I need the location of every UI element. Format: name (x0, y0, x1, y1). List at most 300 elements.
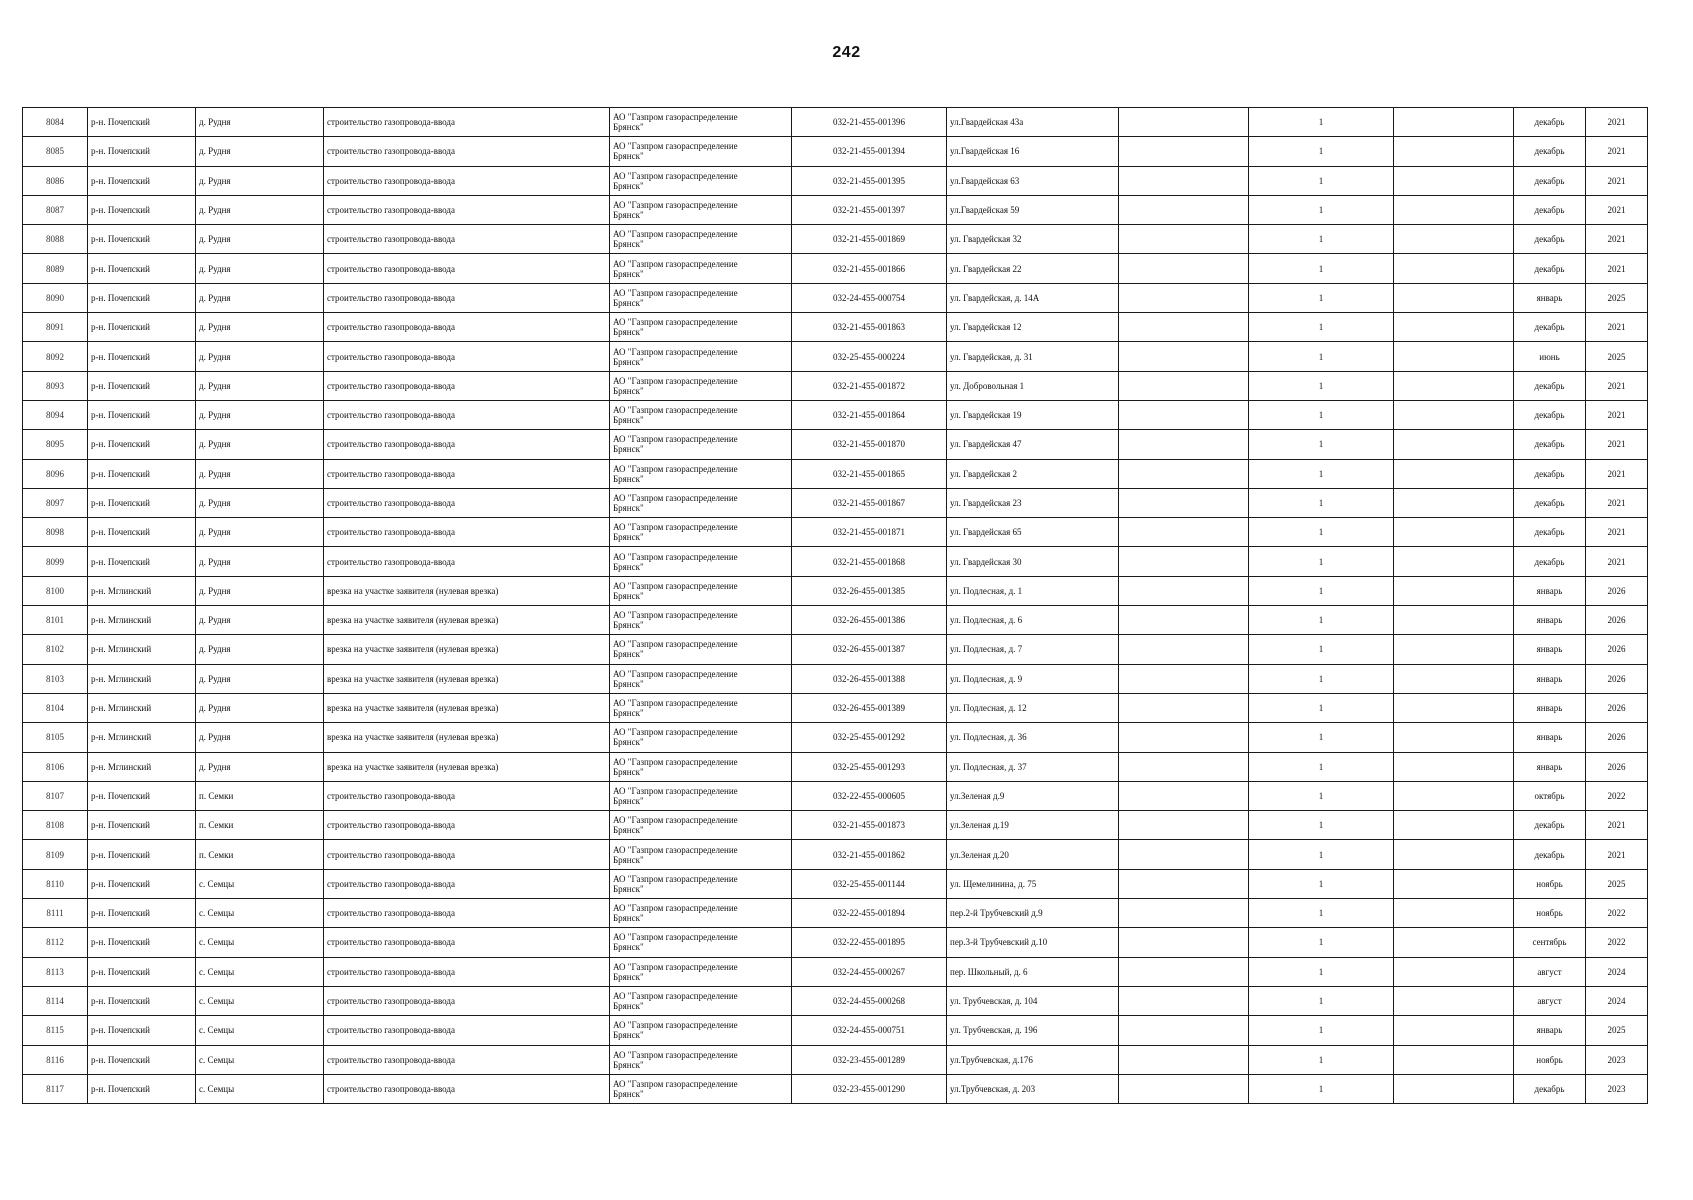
organization-cell (610, 781, 792, 810)
application-code-cell: 032-26-455-001386 (792, 606, 947, 635)
district-cell: р-н. Почепский (88, 869, 196, 898)
blank-cell (1119, 781, 1249, 810)
table-row (23, 752, 1648, 781)
address-cell: ул.Гвардейская 16 (947, 137, 1119, 166)
row-number: 8100 (23, 576, 88, 605)
work-type-cell: строительство газопровода-ввода (324, 371, 610, 400)
district-cell: р-н. Почепский (88, 488, 196, 517)
year-cell: 2024 (1586, 986, 1648, 1015)
blank-cell (1394, 371, 1514, 400)
district-cell: р-н. Почепский (88, 254, 196, 283)
organization-line-1: АО "Газпром газораспределение (613, 200, 738, 211)
application-code-cell: 032-21-455-001872 (792, 371, 947, 400)
blank-cell (1119, 606, 1249, 635)
organization-line-2: Брянск" (613, 415, 644, 426)
organization-line-2: Брянск" (613, 678, 644, 689)
organization-line-1: АО "Газпром газораспределение (613, 844, 738, 855)
organization-line-1: АО "Газпром газораспределение (613, 258, 738, 269)
address-cell: ул.Зеленая д.9 (947, 781, 1119, 810)
row-number: 8103 (23, 664, 88, 693)
work-type-cell: строительство газопровода-ввода (324, 254, 610, 283)
application-code-cell: 032-22-455-001895 (792, 928, 947, 957)
locality-cell: д. Рудня (196, 664, 324, 693)
organization-line-2: Брянск" (613, 854, 644, 865)
organization-line-2: Брянск" (613, 151, 644, 162)
table-row (23, 313, 1648, 342)
month-cell: декабрь (1514, 225, 1586, 254)
organization-line-1: АО "Газпром газораспределение (613, 991, 738, 1002)
month-cell: декабрь (1514, 254, 1586, 283)
blank-cell (1394, 840, 1514, 869)
blank-cell (1119, 752, 1249, 781)
locality-cell: д. Рудня (196, 606, 324, 635)
work-type-cell: строительство газопровода-ввода (324, 488, 610, 517)
table-row (23, 137, 1648, 166)
work-type-cell: строительство газопровода-ввода (324, 869, 610, 898)
work-type-cell: строительство газопровода-ввода (324, 342, 610, 371)
address-cell: ул. Подлесная, д. 6 (947, 606, 1119, 635)
locality-cell: д. Рудня (196, 430, 324, 459)
district-cell: р-н. Почепский (88, 195, 196, 224)
organization-cell (610, 518, 792, 547)
blank-cell (1394, 400, 1514, 429)
work-type-cell: врезка на участке заявителя (нулевая врезка) (324, 752, 610, 781)
application-code-cell: 032-21-455-001397 (792, 195, 947, 224)
table-row (23, 254, 1648, 283)
application-code-cell: 032-21-455-001868 (792, 547, 947, 576)
blank-cell (1119, 693, 1249, 722)
organization-cell (610, 752, 792, 781)
address-cell: ул.Гвардейская 43а (947, 108, 1119, 137)
blank-cell (1394, 1045, 1514, 1074)
row-number: 8105 (23, 723, 88, 752)
month-cell: декабрь (1514, 459, 1586, 488)
year-cell: 2025 (1586, 869, 1648, 898)
organization-cell (610, 430, 792, 459)
month-cell: январь (1514, 283, 1586, 312)
blank-cell (1119, 195, 1249, 224)
year-cell: 2021 (1586, 840, 1648, 869)
table-row (23, 1016, 1648, 1045)
organization-line-1: АО "Газпром газораспределение (613, 1049, 738, 1060)
district-cell: р-н. Почепский (88, 459, 196, 488)
address-cell: ул. Гвардейская 2 (947, 459, 1119, 488)
organization-line-1: АО "Газпром газораспределение (613, 522, 738, 533)
work-type-cell: строительство газопровода-ввода (324, 1045, 610, 1074)
organization-line-1: АО "Газпром газораспределение (613, 375, 738, 386)
organization-line-1: АО "Газпром газораспределение (613, 961, 738, 972)
application-code-cell: 032-21-455-001869 (792, 225, 947, 254)
organization-line-2: Брянск" (613, 444, 644, 455)
locality-cell: д. Рудня (196, 752, 324, 781)
blank-cell (1119, 400, 1249, 429)
year-cell: 2025 (1586, 283, 1648, 312)
blank-cell (1394, 430, 1514, 459)
organization-line-2: Брянск" (613, 620, 644, 631)
row-number: 8090 (23, 283, 88, 312)
organization-line-1: АО "Газпром газораспределение (613, 639, 738, 650)
year-cell: 2022 (1586, 899, 1648, 928)
blank-cell (1119, 576, 1249, 605)
month-cell: январь (1514, 723, 1586, 752)
organization-line-1: АО "Газпром газораспределение (613, 405, 738, 416)
row-number: 8107 (23, 781, 88, 810)
month-cell: август (1514, 957, 1586, 986)
work-type-cell: врезка на участке заявителя (нулевая врезка) (324, 664, 610, 693)
month-cell: декабрь (1514, 518, 1586, 547)
blank-cell (1119, 430, 1249, 459)
district-cell: р-н. Почепский (88, 811, 196, 840)
blank-cell (1119, 488, 1249, 517)
row-number: 8113 (23, 957, 88, 986)
district-cell: р-н. Почепский (88, 371, 196, 400)
work-type-cell: строительство газопровода-ввода (324, 957, 610, 986)
application-code-cell: 032-26-455-001385 (792, 576, 947, 605)
year-cell: 2025 (1586, 342, 1648, 371)
blank-cell (1394, 488, 1514, 517)
address-cell: ул.Зеленая д.19 (947, 811, 1119, 840)
address-cell: ул. Добровольная 1 (947, 371, 1119, 400)
application-code-cell: 032-21-455-001871 (792, 518, 947, 547)
table-row (23, 166, 1648, 195)
district-cell: р-н. Почепский (88, 957, 196, 986)
year-cell: 2025 (1586, 1016, 1648, 1045)
organization-cell (610, 166, 792, 195)
year-cell: 2024 (1586, 957, 1648, 986)
table-row (23, 869, 1648, 898)
locality-cell: с. Семцы (196, 899, 324, 928)
month-cell: декабрь (1514, 371, 1586, 400)
quantity-cell: 1 (1249, 723, 1394, 752)
organization-cell (610, 869, 792, 898)
organization-line-2: Брянск" (613, 883, 644, 894)
locality-cell: д. Рудня (196, 635, 324, 664)
district-cell: р-н. Почепский (88, 225, 196, 254)
row-number: 8114 (23, 986, 88, 1015)
table-row (23, 811, 1648, 840)
blank-cell (1394, 108, 1514, 137)
work-type-cell: строительство газопровода-ввода (324, 811, 610, 840)
district-cell: р-н. Почепский (88, 342, 196, 371)
locality-cell: д. Рудня (196, 254, 324, 283)
work-type-cell: строительство газопровода-ввода (324, 781, 610, 810)
address-cell: ул. Трубчевская, д. 196 (947, 1016, 1119, 1045)
organization-cell (610, 225, 792, 254)
district-cell: р-н. Почепский (88, 986, 196, 1015)
locality-cell: д. Рудня (196, 459, 324, 488)
work-type-cell: строительство газопровода-ввода (324, 1016, 610, 1045)
district-cell: р-н. Почепский (88, 899, 196, 928)
district-cell: р-н. Мглинский (88, 576, 196, 605)
address-cell: пер.2-й Трубчевский д.9 (947, 899, 1119, 928)
address-cell: ул. Гвардейская 30 (947, 547, 1119, 576)
organization-cell (610, 576, 792, 605)
blank-cell (1394, 459, 1514, 488)
organization-line-2: Брянск" (613, 795, 644, 806)
blank-cell (1394, 283, 1514, 312)
table-row (23, 635, 1648, 664)
blank-cell (1119, 957, 1249, 986)
address-cell: ул. Гвардейская 23 (947, 488, 1119, 517)
organization-line-2: Брянск" (613, 1059, 644, 1070)
year-cell: 2022 (1586, 781, 1648, 810)
district-cell: р-н. Почепский (88, 928, 196, 957)
organization-line-1: АО "Газпром газораспределение (613, 551, 738, 562)
address-cell: ул. Трубчевская, д. 104 (947, 986, 1119, 1015)
organization-cell (610, 986, 792, 1015)
month-cell: январь (1514, 635, 1586, 664)
address-cell: ул. Подлесная, д. 9 (947, 664, 1119, 693)
organization-line-1: АО "Газпром газораспределение (613, 434, 738, 445)
address-cell: ул. Гвардейская, д. 14А (947, 283, 1119, 312)
work-type-cell: врезка на участке заявителя (нулевая врезка) (324, 723, 610, 752)
organization-line-1: АО "Газпром газораспределение (613, 727, 738, 738)
work-type-cell: строительство газопровода-ввода (324, 166, 610, 195)
quantity-cell: 1 (1249, 986, 1394, 1015)
row-number: 8093 (23, 371, 88, 400)
application-code-cell: 032-21-455-001394 (792, 137, 947, 166)
locality-cell: д. Рудня (196, 137, 324, 166)
blank-cell (1394, 635, 1514, 664)
district-cell: р-н. Почепский (88, 108, 196, 137)
organization-line-2: Брянск" (613, 737, 644, 748)
blank-cell (1119, 166, 1249, 195)
row-number: 8109 (23, 840, 88, 869)
organization-cell (610, 400, 792, 429)
organization-line-2: Брянск" (613, 1001, 644, 1012)
organization-line-2: Брянск" (613, 971, 644, 982)
blank-cell (1394, 342, 1514, 371)
blank-cell (1119, 283, 1249, 312)
blank-cell (1394, 811, 1514, 840)
organization-line-1: АО "Газпром газораспределение (613, 493, 738, 503)
locality-cell: д. Рудня (196, 576, 324, 605)
quantity-cell: 1 (1249, 693, 1394, 722)
locality-cell: д. Рудня (196, 547, 324, 576)
organization-line-1: АО "Газпром газораспределение (613, 346, 738, 357)
organization-line-1: АО "Газпром газораспределение (613, 610, 738, 621)
address-cell: ул.Зеленая д.20 (947, 840, 1119, 869)
blank-cell (1394, 957, 1514, 986)
year-cell: 2023 (1586, 1045, 1648, 1074)
quantity-cell: 1 (1249, 899, 1394, 928)
month-cell: декабрь (1514, 1074, 1586, 1103)
blank-cell (1394, 137, 1514, 166)
work-type-cell: строительство газопровода-ввода (324, 1074, 610, 1103)
organization-cell (610, 283, 792, 312)
locality-cell: д. Рудня (196, 166, 324, 195)
application-code-cell: 032-21-455-001867 (792, 488, 947, 517)
organization-cell (610, 928, 792, 957)
month-cell: декабрь (1514, 400, 1586, 429)
locality-cell: с. Семцы (196, 928, 324, 957)
district-cell: р-н. Мглинский (88, 723, 196, 752)
month-cell: ноябрь (1514, 1045, 1586, 1074)
month-cell: декабрь (1514, 195, 1586, 224)
quantity-cell: 1 (1249, 840, 1394, 869)
locality-cell: п. Семки (196, 811, 324, 840)
organization-line-2: Брянск" (613, 913, 644, 924)
month-cell: декабрь (1514, 840, 1586, 869)
application-code-cell: 032-26-455-001387 (792, 635, 947, 664)
table-row (23, 1074, 1648, 1103)
district-cell: р-н. Почепский (88, 518, 196, 547)
quantity-cell: 1 (1249, 195, 1394, 224)
locality-cell: с. Семцы (196, 1016, 324, 1045)
blank-cell (1119, 899, 1249, 928)
address-cell: ул. Подлесная, д. 1 (947, 576, 1119, 605)
blank-cell (1119, 635, 1249, 664)
district-cell: р-н. Почепский (88, 430, 196, 459)
organization-cell (610, 371, 792, 400)
district-cell: р-н. Почепский (88, 547, 196, 576)
district-cell: р-н. Мглинский (88, 752, 196, 781)
organization-line-1: АО "Газпром газораспределение (613, 698, 738, 709)
organization-line-2: Брянск" (613, 532, 644, 543)
organization-line-1: АО "Газпром газораспределение (613, 141, 738, 152)
quantity-cell: 1 (1249, 137, 1394, 166)
month-cell: декабрь (1514, 137, 1586, 166)
organization-cell (610, 664, 792, 693)
row-number: 8085 (23, 137, 88, 166)
address-cell: ул.Трубчевская, д. 203 (947, 1074, 1119, 1103)
blank-cell (1394, 195, 1514, 224)
table-row (23, 459, 1648, 488)
blank-cell (1119, 1016, 1249, 1045)
district-cell: р-н. Почепский (88, 400, 196, 429)
quantity-cell: 1 (1249, 166, 1394, 195)
organization-line-1: АО "Газпром газораспределение (613, 815, 738, 826)
district-cell: р-н. Мглинский (88, 693, 196, 722)
blank-cell (1119, 225, 1249, 254)
blank-cell (1119, 723, 1249, 752)
year-cell: 2021 (1586, 547, 1648, 576)
work-type-cell: врезка на участке заявителя (нулевая врезка) (324, 693, 610, 722)
organization-line-1: АО "Газпром газораспределение (613, 463, 738, 474)
year-cell: 2021 (1586, 488, 1648, 517)
year-cell: 2026 (1586, 635, 1648, 664)
table-row (23, 606, 1648, 635)
work-type-cell: строительство газопровода-ввода (324, 986, 610, 1015)
month-cell: декабрь (1514, 108, 1586, 137)
month-cell: январь (1514, 693, 1586, 722)
year-cell: 2021 (1586, 108, 1648, 137)
work-type-cell: врезка на участке заявителя (нулевая врезка) (324, 576, 610, 605)
organization-line-2: Брянск" (613, 503, 644, 513)
organization-cell (610, 1045, 792, 1074)
table-row (23, 781, 1648, 810)
organization-line-1: АО "Газпром газораспределение (613, 932, 738, 943)
address-cell: ул. Подлесная, д. 12 (947, 693, 1119, 722)
application-code-cell: 032-24-455-000751 (792, 1016, 947, 1045)
work-type-cell: строительство газопровода-ввода (324, 137, 610, 166)
row-number: 8086 (23, 166, 88, 195)
quantity-cell: 1 (1249, 547, 1394, 576)
application-code-cell: 032-26-455-001388 (792, 664, 947, 693)
table-row (23, 225, 1648, 254)
blank-cell (1394, 254, 1514, 283)
row-number: 8084 (23, 108, 88, 137)
year-cell: 2021 (1586, 371, 1648, 400)
quantity-cell: 1 (1249, 108, 1394, 137)
district-cell: р-н. Мглинский (88, 664, 196, 693)
blank-cell (1119, 811, 1249, 840)
district-cell: р-н. Почепский (88, 137, 196, 166)
organization-cell (610, 606, 792, 635)
application-code-cell: 032-21-455-001396 (792, 108, 947, 137)
row-number: 8087 (23, 195, 88, 224)
blank-cell (1119, 1045, 1249, 1074)
table-row (23, 342, 1648, 371)
application-code-cell: 032-21-455-001866 (792, 254, 947, 283)
application-code-cell: 032-21-455-001873 (792, 811, 947, 840)
table-row (23, 195, 1648, 224)
month-cell: ноябрь (1514, 899, 1586, 928)
organization-line-1: АО "Газпром газораспределение (613, 170, 738, 181)
table-row (23, 371, 1648, 400)
organization-line-1: АО "Газпром газораспределение (613, 756, 738, 767)
blank-cell (1394, 869, 1514, 898)
application-code-cell: 032-26-455-001389 (792, 693, 947, 722)
quantity-cell: 1 (1249, 1045, 1394, 1074)
month-cell: декабрь (1514, 488, 1586, 517)
year-cell: 2021 (1586, 400, 1648, 429)
quantity-cell: 1 (1249, 254, 1394, 283)
work-type-cell: строительство газопровода-ввода (324, 283, 610, 312)
blank-cell (1394, 752, 1514, 781)
blank-cell (1119, 137, 1249, 166)
row-number: 8102 (23, 635, 88, 664)
registry-rows (23, 108, 1648, 1104)
application-code-cell: 032-25-455-001144 (792, 869, 947, 898)
work-type-cell: строительство газопровода-ввода (324, 459, 610, 488)
locality-cell: д. Рудня (196, 313, 324, 342)
quantity-cell: 1 (1249, 488, 1394, 517)
work-type-cell: строительство газопровода-ввода (324, 195, 610, 224)
table-row (23, 430, 1648, 459)
row-number: 8112 (23, 928, 88, 957)
locality-cell: д. Рудня (196, 400, 324, 429)
blank-cell (1119, 664, 1249, 693)
organization-line-2: Брянск" (613, 1030, 644, 1041)
work-type-cell: строительство газопровода-ввода (324, 225, 610, 254)
blank-cell (1119, 459, 1249, 488)
application-code-cell: 032-23-455-001290 (792, 1074, 947, 1103)
locality-cell: д. Рудня (196, 195, 324, 224)
address-cell: ул. Гвардейская 19 (947, 400, 1119, 429)
row-number: 8108 (23, 811, 88, 840)
organization-line-2: Брянск" (613, 766, 644, 777)
quantity-cell: 1 (1249, 928, 1394, 957)
table-row (23, 840, 1648, 869)
blank-cell (1119, 1074, 1249, 1103)
address-cell: ул. Гвардейская 22 (947, 254, 1119, 283)
organization-line-2: Брянск" (613, 649, 644, 660)
application-code-cell: 032-22-455-001894 (792, 899, 947, 928)
quantity-cell: 1 (1249, 811, 1394, 840)
address-cell: ул.Трубчевская, д.176 (947, 1045, 1119, 1074)
address-cell: ул. Гвардейская 65 (947, 518, 1119, 547)
application-code-cell: 032-21-455-001863 (792, 313, 947, 342)
district-cell: р-н. Почепский (88, 1074, 196, 1103)
blank-cell (1119, 840, 1249, 869)
year-cell: 2021 (1586, 459, 1648, 488)
address-cell: ул. Гвардейская 47 (947, 430, 1119, 459)
quantity-cell: 1 (1249, 635, 1394, 664)
row-number: 8097 (23, 488, 88, 517)
organization-cell (610, 254, 792, 283)
organization-cell (610, 693, 792, 722)
